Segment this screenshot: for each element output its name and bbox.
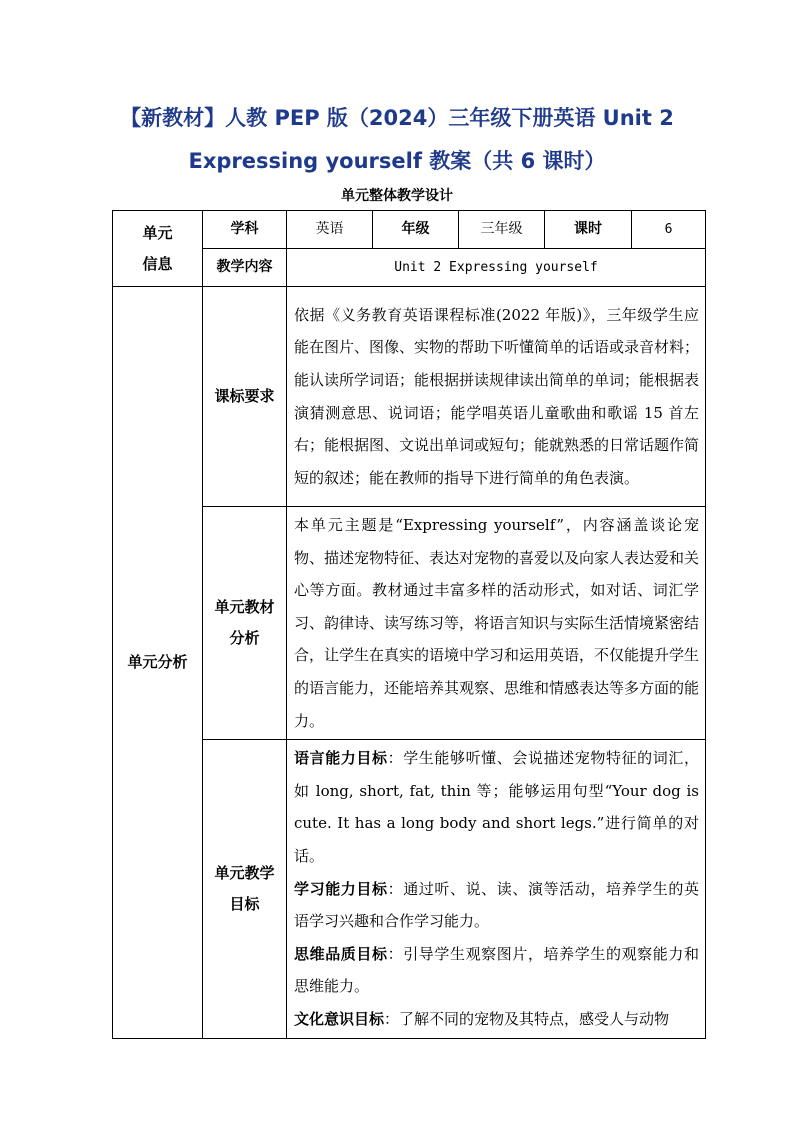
subject-value: 英语: [287, 211, 373, 249]
goals-label-cell: [203, 740, 287, 1038]
curriculum-label: 课标要求: [203, 287, 287, 507]
hours-value: 6: [632, 211, 706, 249]
hours-label: 课时: [545, 211, 632, 249]
unit-design-table: [112, 210, 706, 1039]
grade-value: 三年级: [459, 211, 545, 249]
goal-learning: [294, 873, 699, 938]
goal-thinking-text: ：引导学生观察图片，培养学生的观察能力和思维能力。: [294, 944, 699, 996]
material-label: 分析: [229, 629, 260, 648]
goals-text: [287, 740, 706, 1038]
goal-culture: [294, 1003, 699, 1036]
goal-learning-head: 学习能力目标: [294, 879, 388, 898]
curriculum-text: 依据《义务教育英语课程标准(2022 年版)》，三年级学生应能在图片、图像、实物的帮助下听懂简单的话语或录音材料；能认读所学词语；能根据拼读规律读出简单的单词；能根据表演猜测意思、说词语；能学唱英语儿童歌曲和歌谣 15 首左右；能根据图、文说出单词或短句；能就熟悉的日常话题作简短的叙述；能在教师的指导下进行简单的角色表演。: [287, 287, 706, 507]
document-title-line-2: Expressing yourself 教案（共 6 课时）: [188, 149, 606, 173]
goal-culture-text: ：了解不同的宠物及其特点，感受人与动物: [384, 1009, 670, 1028]
content-label: 教学内容: [203, 249, 287, 287]
unit-info-cell: [113, 211, 203, 287]
goal-culture-head: 文化意识目标: [294, 1009, 385, 1028]
material-label-cell: [203, 507, 287, 740]
goals-label: 单元教学: [214, 863, 275, 882]
table-row: [113, 287, 706, 507]
analysis-label: 单元分析: [113, 287, 203, 1039]
document-subtitle: 单元整体教学设计: [341, 188, 453, 204]
goal-thinking: [294, 938, 699, 1003]
content-value: Unit 2 Expressing yourself: [287, 249, 706, 287]
goal-language: [294, 742, 699, 872]
unit-info-label: 信息: [142, 254, 173, 273]
material-text: 本单元主题是“Expressing yourself”，内容涵盖谈论宠物、描述宠物特征、表达对宠物的喜爱以及向家人表达爱和关心等方面。教材通过丰富多样的活动形式，如对话、词汇学习、韵律诗、读写练习等，将语言知识与实际生活情境紧密结合，让学生在真实的语境中学习和运用英语，不仅能提升学生的语言能力，还能培养其观察、思维和情感表达等多方面的能力。: [287, 507, 706, 740]
table-row: [113, 211, 706, 249]
goal-language-head: 语言能力目标: [294, 749, 388, 768]
goal-learning-text: ：通过听、说、读、演等活动，培养学生的英语学习兴趣和合作学习能力。: [294, 879, 699, 931]
document-title-line-1: 【新教材】人教 PEP 版（2024）三年级下册英语 Unit 2: [120, 106, 674, 130]
material-label: 单元教材: [214, 598, 275, 617]
goal-thinking-head: 思维品质目标: [294, 944, 388, 963]
unit-info-label: 单元: [142, 223, 173, 242]
subject-label: 学科: [203, 211, 287, 249]
grade-label: 年级: [373, 211, 459, 249]
goal-language-text: ：学生能够听懂、会说描述宠物特征的词汇，如 long, short, fat, thin 等；能够运用句型“Your dog is cute. It has a long body and short legs.”进行简单的对话。: [294, 749, 699, 865]
goals-label: 目标: [229, 894, 260, 913]
